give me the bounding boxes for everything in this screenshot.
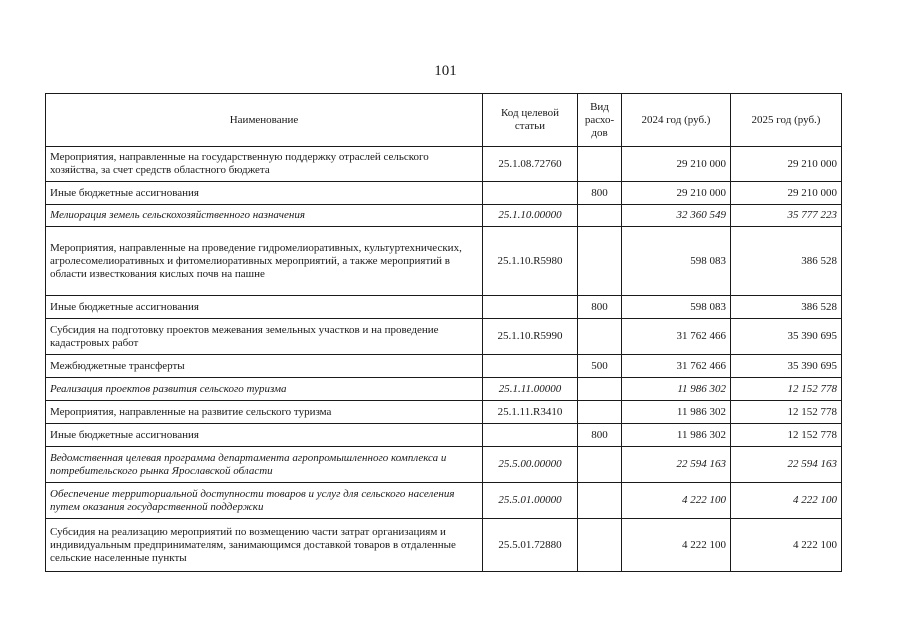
page-number: 101 — [434, 63, 457, 79]
cell-code: 25.1.08.72760 — [483, 147, 578, 182]
cell-vid — [578, 483, 622, 519]
cell-vid — [578, 447, 622, 483]
header-code: Код целевой статьи — [483, 94, 578, 147]
cell-2025: 29 210 000 — [731, 147, 842, 182]
cell-name: Субсидия на реализацию мероприятий по возмещению части затрат организациям и индивидуальным предпринимателям, занимающимся доставкой товаров в отдаленные сельские населенные пункты — [46, 519, 483, 572]
table-row — [46, 147, 842, 182]
cell-2024: 598 083 — [622, 227, 731, 296]
cell-name: Субсидия на подготовку проектов межевания земельных участков и на проведение кадастровых работ — [46, 319, 483, 355]
cell-vid — [578, 378, 622, 401]
cell-vid: 500 — [578, 355, 622, 378]
cell-2024: 29 210 000 — [622, 182, 731, 205]
table-row — [46, 424, 842, 447]
cell-vid — [578, 205, 622, 227]
cell-2025: 35 777 223 — [731, 205, 842, 227]
cell-2024: 11 986 302 — [622, 378, 731, 401]
budget-table — [45, 93, 842, 572]
cell-2025: 4 222 100 — [731, 483, 842, 519]
cell-code: 25.5.00.00000 — [483, 447, 578, 483]
cell-code: 25.1.11.R3410 — [483, 401, 578, 424]
cell-vid: 800 — [578, 424, 622, 447]
cell-2024: 22 594 163 — [622, 447, 731, 483]
table-row — [46, 378, 842, 401]
table-row — [46, 182, 842, 205]
cell-vid — [578, 319, 622, 355]
cell-name: Реализация проектов развития сельского туризма — [46, 378, 483, 401]
table-row — [46, 319, 842, 355]
cell-name: Мероприятия, направленные на развитие сельского туризма — [46, 401, 483, 424]
cell-vid — [578, 227, 622, 296]
header-name: Наименование — [46, 94, 483, 147]
cell-2025: 35 390 695 — [731, 355, 842, 378]
cell-name: Иные бюджетные ассигнования — [46, 296, 483, 319]
cell-vid — [578, 401, 622, 424]
cell-name: Иные бюджетные ассигнования — [46, 182, 483, 205]
cell-code — [483, 182, 578, 205]
table-row — [46, 296, 842, 319]
cell-code — [483, 355, 578, 378]
cell-2024: 4 222 100 — [622, 483, 731, 519]
cell-2024: 31 762 466 — [622, 319, 731, 355]
cell-name: Мелиорация земель сельскохозяйственного назначения — [46, 205, 483, 227]
cell-2025: 386 528 — [731, 296, 842, 319]
table-row — [46, 355, 842, 378]
table-row — [46, 483, 842, 519]
cell-2025: 4 222 100 — [731, 519, 842, 572]
cell-name: Мероприятия, направленные на государственную поддержку отраслей сельского хозяйства, за счет средств областного бюджета — [46, 147, 483, 182]
cell-2025: 386 528 — [731, 227, 842, 296]
cell-code: 25.5.01.00000 — [483, 483, 578, 519]
cell-2025: 12 152 778 — [731, 424, 842, 447]
table-row — [46, 401, 842, 424]
table-row — [46, 205, 842, 227]
cell-2025: 12 152 778 — [731, 378, 842, 401]
cell-code — [483, 296, 578, 319]
cell-2025: 22 594 163 — [731, 447, 842, 483]
header-vid: Вид расхо-дов — [578, 94, 622, 147]
table-row — [46, 227, 842, 296]
cell-2024: 32 360 549 — [622, 205, 731, 227]
header-2025: 2025 год (руб.) — [731, 94, 842, 147]
cell-name: Обеспечение территориальной доступности товаров и услуг для сельского населения путем оказания государственной поддержки — [46, 483, 483, 519]
cell-2024: 11 986 302 — [622, 424, 731, 447]
cell-2024: 31 762 466 — [622, 355, 731, 378]
cell-2025: 35 390 695 — [731, 319, 842, 355]
table-header-row — [46, 94, 842, 147]
cell-2025: 29 210 000 — [731, 182, 842, 205]
table-body — [46, 147, 842, 572]
cell-vid: 800 — [578, 296, 622, 319]
cell-2024: 11 986 302 — [622, 401, 731, 424]
cell-code: 25.1.10.R5980 — [483, 227, 578, 296]
cell-code: 25.1.10.R5990 — [483, 319, 578, 355]
cell-name: Межбюджетные трансферты — [46, 355, 483, 378]
cell-name: Мероприятия, направленные на проведение гидромелиоративных, культуртехнических, агролесомелиоративных и фитомелиоративных мероприятий, а также мероприятий в области известкования кислых почв на пашне — [46, 227, 483, 296]
cell-2024: 4 222 100 — [622, 519, 731, 572]
cell-2024: 29 210 000 — [622, 147, 731, 182]
cell-code — [483, 424, 578, 447]
cell-vid — [578, 519, 622, 572]
cell-code: 25.5.01.72880 — [483, 519, 578, 572]
cell-vid — [578, 147, 622, 182]
cell-vid: 800 — [578, 182, 622, 205]
table-row — [46, 519, 842, 572]
cell-code: 25.1.11.00000 — [483, 378, 578, 401]
header-2024: 2024 год (руб.) — [622, 94, 731, 147]
cell-2025: 12 152 778 — [731, 401, 842, 424]
cell-code: 25.1.10.00000 — [483, 205, 578, 227]
table-row — [46, 447, 842, 483]
cell-name: Иные бюджетные ассигнования — [46, 424, 483, 447]
cell-name: Ведомственная целевая программа департамента агропромышленного комплекса и потребительского рынка Ярославской области — [46, 447, 483, 483]
cell-2024: 598 083 — [622, 296, 731, 319]
